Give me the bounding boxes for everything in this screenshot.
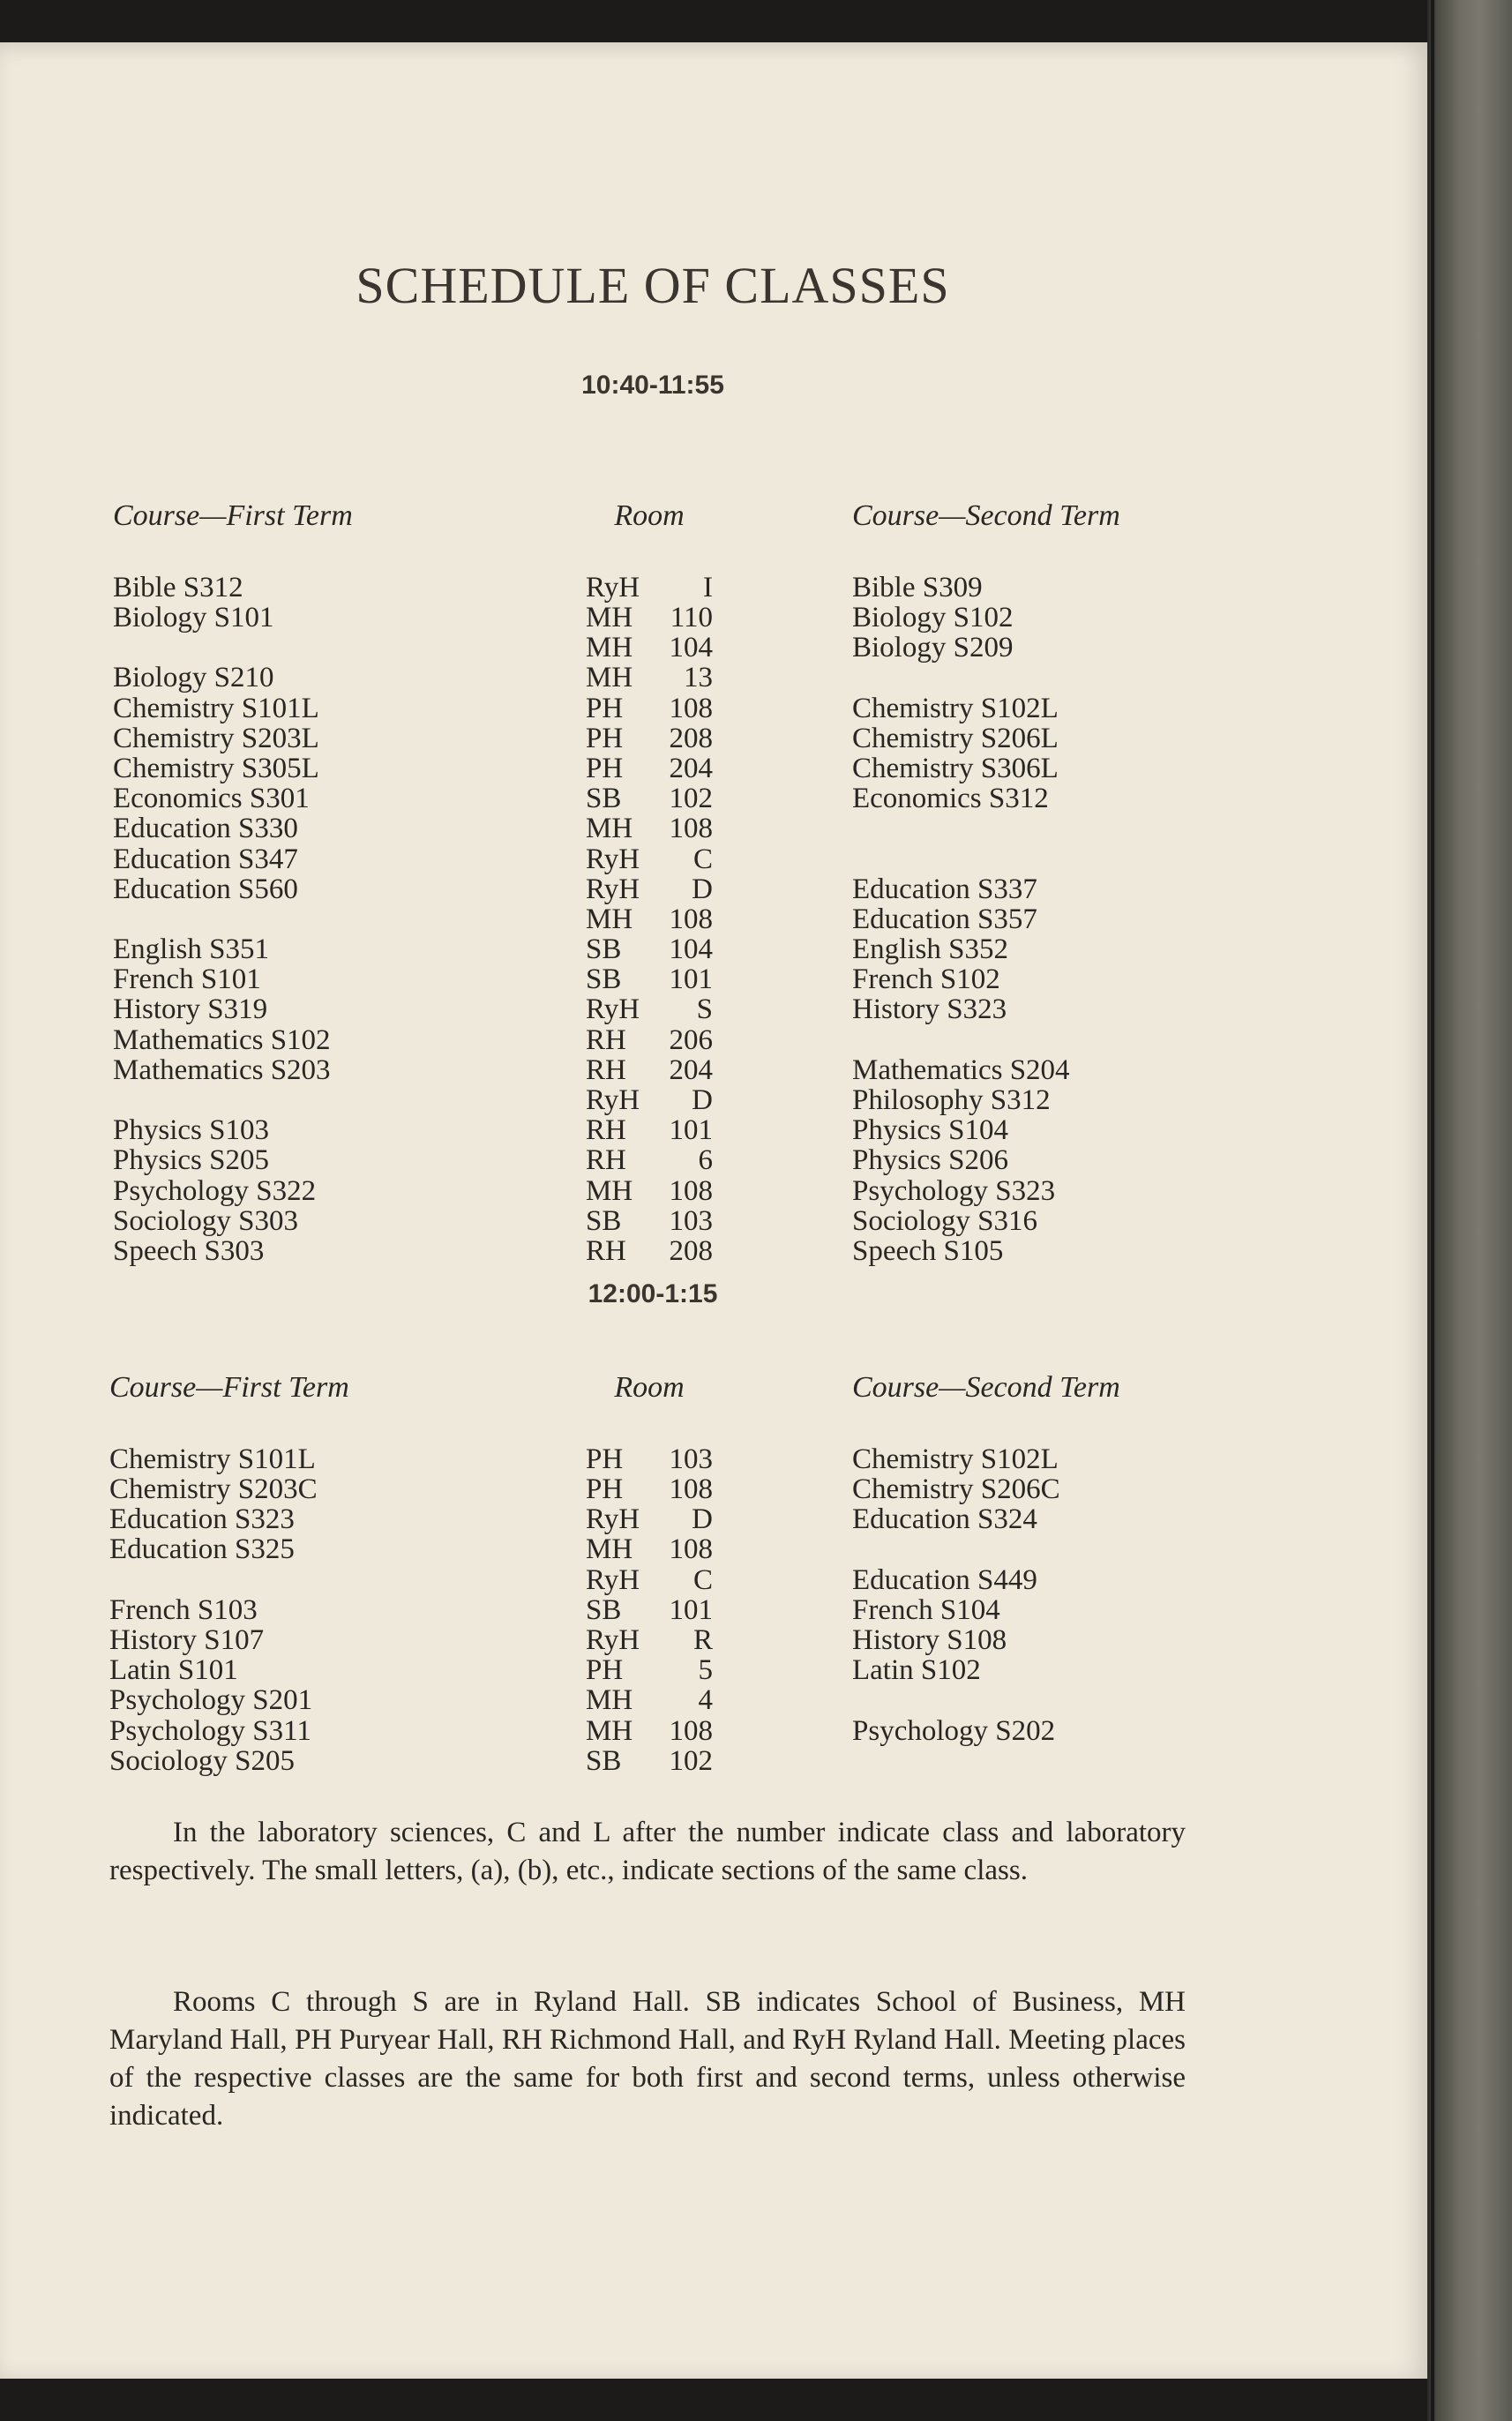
time-slot-2: 12:00-1:15: [588, 1279, 718, 1308]
room-entry: [586, 783, 713, 813]
first-term-course: History S107: [109, 1623, 265, 1656]
second-term-course: [852, 1534, 1120, 1564]
second-term-course: French S102: [852, 963, 1000, 996]
room-building: RyH: [586, 993, 640, 1026]
room-number: 4: [698, 1684, 713, 1717]
room-number: 5: [698, 1654, 713, 1687]
room-entry: [586, 964, 713, 994]
room-column-2: [586, 1313, 713, 1776]
room-number: S: [696, 993, 713, 1026]
room-entry: [586, 1055, 713, 1085]
first-term-course: Education S325: [109, 1533, 295, 1566]
room-building: MH: [586, 1533, 633, 1566]
room-building: SB: [586, 963, 622, 996]
room-entry: [586, 1595, 713, 1625]
first-term-course: Chemistry S203C: [109, 1473, 318, 1505]
room-entry: [586, 1565, 713, 1595]
second-term-course: Biology S209: [852, 632, 1014, 664]
room-building: MH: [586, 662, 633, 694]
room-entry: [586, 874, 713, 904]
first-term-course: Education S323: [109, 1503, 295, 1536]
second-term-course: Sociology S316: [852, 1204, 1037, 1237]
second-term-course: Philosophy S312: [852, 1084, 1051, 1116]
room-entry: [586, 633, 713, 663]
room-building: RyH: [586, 1623, 640, 1656]
second-term-course: [852, 663, 1120, 693]
room-building: SB: [586, 783, 622, 815]
room-entry: [586, 1685, 713, 1715]
second-term-course: [852, 813, 1120, 843]
room-number: 108: [669, 1533, 713, 1566]
room-number: 103: [669, 1443, 713, 1475]
room-number: 108: [669, 1714, 713, 1747]
room-entry: [586, 1176, 713, 1206]
room-entry: [586, 723, 713, 753]
second-term-course: Chemistry S102L: [852, 1443, 1059, 1475]
room-building: SB: [586, 1744, 622, 1777]
first-term-course: Bible S312: [113, 571, 243, 603]
room-number: 108: [669, 692, 713, 724]
room-building: PH: [586, 1473, 624, 1505]
second-term-course: History S108: [852, 1623, 1007, 1656]
room-entry: [586, 1534, 713, 1564]
room-entry: [586, 693, 713, 723]
second-term-course: Chemistry S306L: [852, 752, 1059, 784]
room-number: R: [692, 1623, 713, 1656]
first-term-course: Mathematics S203: [113, 1053, 331, 1086]
room-building: RyH: [586, 1503, 640, 1536]
room-building: MH: [586, 1174, 633, 1207]
room-number: 206: [669, 1023, 713, 1056]
second-term-course: [852, 1025, 1120, 1055]
second-term-course: Psychology S202: [852, 1714, 1056, 1747]
first-term-course: French S103: [109, 1593, 258, 1626]
second-term-course: Physics S206: [852, 1144, 1008, 1177]
first-term-column-2: [109, 1313, 349, 1776]
room-building: MH: [586, 632, 633, 664]
first-term-course: Physics S205: [113, 1144, 269, 1177]
first-term-course: Chemistry S101L: [109, 1443, 316, 1475]
room-building: RyH: [586, 1084, 640, 1116]
room-entry: [586, 1115, 713, 1145]
room-entry: [586, 1716, 713, 1746]
first-term-course: Psychology S322: [113, 1174, 317, 1207]
room-building: PH: [586, 1654, 624, 1687]
room-entry: [586, 1236, 713, 1266]
room-building: RH: [586, 1023, 626, 1056]
room-number: D: [692, 1084, 713, 1116]
room-building: RH: [586, 1234, 626, 1267]
first-term-course: Physics S103: [113, 1114, 269, 1147]
room-entry: [586, 1206, 713, 1236]
first-term-course: Chemistry S203L: [113, 722, 319, 754]
room-number: 103: [669, 1204, 713, 1237]
first-term-course: Speech S303: [113, 1234, 265, 1267]
room-number: 108: [669, 903, 713, 935]
room-column-1: [586, 441, 713, 1266]
room-number: 208: [669, 722, 713, 754]
room-entry: [586, 1085, 713, 1115]
room-building: MH: [586, 813, 633, 845]
second-term-course: [852, 844, 1120, 874]
room-entry: [586, 994, 713, 1024]
room-number: 102: [669, 1744, 713, 1777]
second-term-course: French S104: [852, 1593, 1000, 1626]
note-laboratory: In the laboratory sciences, C and L after the number indicate class and laboratory respectively. The small letters, (a), (b), etc., indicate sections of the same class.: [109, 1817, 1186, 1886]
room-entry: [586, 753, 713, 783]
room-number: 13: [684, 662, 713, 694]
room-building: RyH: [586, 843, 640, 875]
first-term-column-1: [113, 441, 353, 1266]
room-entry: [586, 1504, 713, 1534]
second-term-course: English S352: [852, 933, 1008, 966]
second-term-course: Education S337: [852, 873, 1037, 905]
first-term-course: Biology S101: [113, 602, 274, 633]
room-building: SB: [586, 1204, 622, 1237]
second-term-course: [852, 1685, 1120, 1715]
first-term-course: [113, 633, 353, 663]
room-building: SB: [586, 933, 622, 966]
room-header: Room: [614, 499, 685, 533]
first-term-header: Course—First Term: [109, 1371, 349, 1405]
room-number: 101: [669, 963, 713, 996]
second-term-course: [852, 1746, 1120, 1776]
second-term-header: Course—Second Term: [852, 499, 1120, 533]
room-number: 204: [669, 1053, 713, 1086]
time-slot-1: 10:40-11:55: [581, 371, 724, 400]
second-term-course: Chemistry S102L: [852, 692, 1059, 724]
room-number: 208: [669, 1234, 713, 1267]
second-term-course: Education S357: [852, 903, 1037, 935]
room-entry: [586, 663, 713, 693]
room-number: 104: [669, 933, 713, 966]
first-term-course: [109, 1565, 349, 1595]
first-term-course: Chemistry S101L: [113, 692, 319, 724]
room-building: MH: [586, 1714, 633, 1747]
room-building: RH: [586, 1144, 626, 1177]
first-term-course: Education S330: [113, 813, 298, 845]
second-term-course: Chemistry S206L: [852, 722, 1059, 754]
room-number: 108: [669, 1174, 713, 1207]
room-building: PH: [586, 722, 624, 754]
room-building: PH: [586, 692, 624, 724]
second-term-course: Chemistry S206C: [852, 1473, 1060, 1505]
room-building: PH: [586, 752, 624, 784]
room-number: D: [692, 873, 713, 905]
first-term-course: English S351: [113, 933, 269, 966]
room-number: 104: [669, 632, 713, 664]
room-number: C: [692, 843, 713, 875]
room-number: 204: [669, 752, 713, 784]
room-number: 110: [670, 602, 713, 633]
first-term-course: Psychology S201: [109, 1684, 313, 1717]
room-number: C: [692, 1563, 713, 1596]
room-building: RH: [586, 1053, 626, 1086]
first-term-course: History S319: [113, 993, 268, 1026]
room-entry: [586, 573, 713, 603]
room-entry: [586, 1474, 713, 1504]
room-building: MH: [586, 1684, 633, 1717]
room-entry: [586, 1145, 713, 1175]
second-term-column-1: [852, 441, 1120, 1266]
second-term-column-2: [852, 1313, 1120, 1776]
book-binding: [1427, 0, 1512, 2421]
room-header: Room: [614, 1371, 685, 1405]
first-term-course: Mathematics S102: [113, 1023, 331, 1056]
room-building: MH: [586, 602, 633, 633]
first-term-course: Education S560: [113, 873, 298, 905]
note-rooms: Rooms C through S are in Ryland Hall. SB indicates School of Business, MH Maryland Hall, PH Puryear Hall, RH Richmond Hall, and RyH Ryland Hall. Meeting places of the respective classes are the same for both first and second terms, unless otherwise indicated.: [109, 1986, 1186, 2132]
page-title: SCHEDULE OF CLASSES: [356, 257, 950, 314]
second-term-course: Speech S105: [852, 1234, 1004, 1267]
first-term-course: French S101: [113, 963, 261, 996]
room-entry: [586, 1655, 713, 1685]
room-number: I: [703, 571, 713, 603]
second-term-course: Biology S102: [852, 602, 1014, 633]
room-number: 101: [669, 1593, 713, 1626]
room-building: RyH: [586, 1563, 640, 1596]
second-term-course: Economics S312: [852, 783, 1049, 815]
room-building: SB: [586, 1593, 622, 1626]
room-number: 6: [698, 1144, 713, 1177]
room-number: 108: [669, 1473, 713, 1505]
first-term-course: Sociology S303: [113, 1204, 298, 1237]
room-entry: [586, 813, 713, 843]
room-building: PH: [586, 1443, 624, 1475]
second-term-header: Course—Second Term: [852, 1371, 1120, 1405]
second-term-course: Bible S309: [852, 571, 983, 603]
room-entry: [586, 1444, 713, 1474]
room-entry: [586, 1025, 713, 1055]
room-entry: [586, 603, 713, 633]
room-building: MH: [586, 903, 633, 935]
room-number: 102: [669, 783, 713, 815]
room-building: RH: [586, 1114, 626, 1147]
second-term-course: Latin S102: [852, 1654, 981, 1687]
first-term-course: Education S347: [113, 843, 298, 875]
second-term-course: Education S449: [852, 1563, 1037, 1596]
second-term-course: History S323: [852, 993, 1007, 1026]
room-number: 108: [669, 813, 713, 845]
second-term-course: Psychology S323: [852, 1174, 1056, 1207]
first-term-course: Sociology S205: [109, 1744, 295, 1777]
first-term-header: Course—First Term: [113, 499, 353, 533]
first-term-course: Chemistry S305L: [113, 752, 319, 784]
room-building: RyH: [586, 873, 640, 905]
room-entry: [586, 934, 713, 964]
first-term-course: [113, 904, 353, 934]
first-term-course: Economics S301: [113, 783, 310, 815]
second-term-course: Education S324: [852, 1503, 1037, 1536]
room-number: D: [692, 1503, 713, 1536]
room-entry: [586, 844, 713, 874]
first-term-course: Psychology S311: [109, 1714, 311, 1747]
second-term-course: Physics S104: [852, 1114, 1008, 1147]
first-term-course: [113, 1085, 353, 1115]
first-term-course: Biology S210: [113, 662, 274, 694]
second-term-course: Mathematics S204: [852, 1053, 1070, 1086]
room-entry: [586, 1625, 713, 1655]
room-entry: [586, 1746, 713, 1776]
room-number: 101: [669, 1114, 713, 1147]
first-term-course: Latin S101: [109, 1654, 238, 1687]
room-entry: [586, 904, 713, 934]
room-building: RyH: [586, 571, 640, 603]
